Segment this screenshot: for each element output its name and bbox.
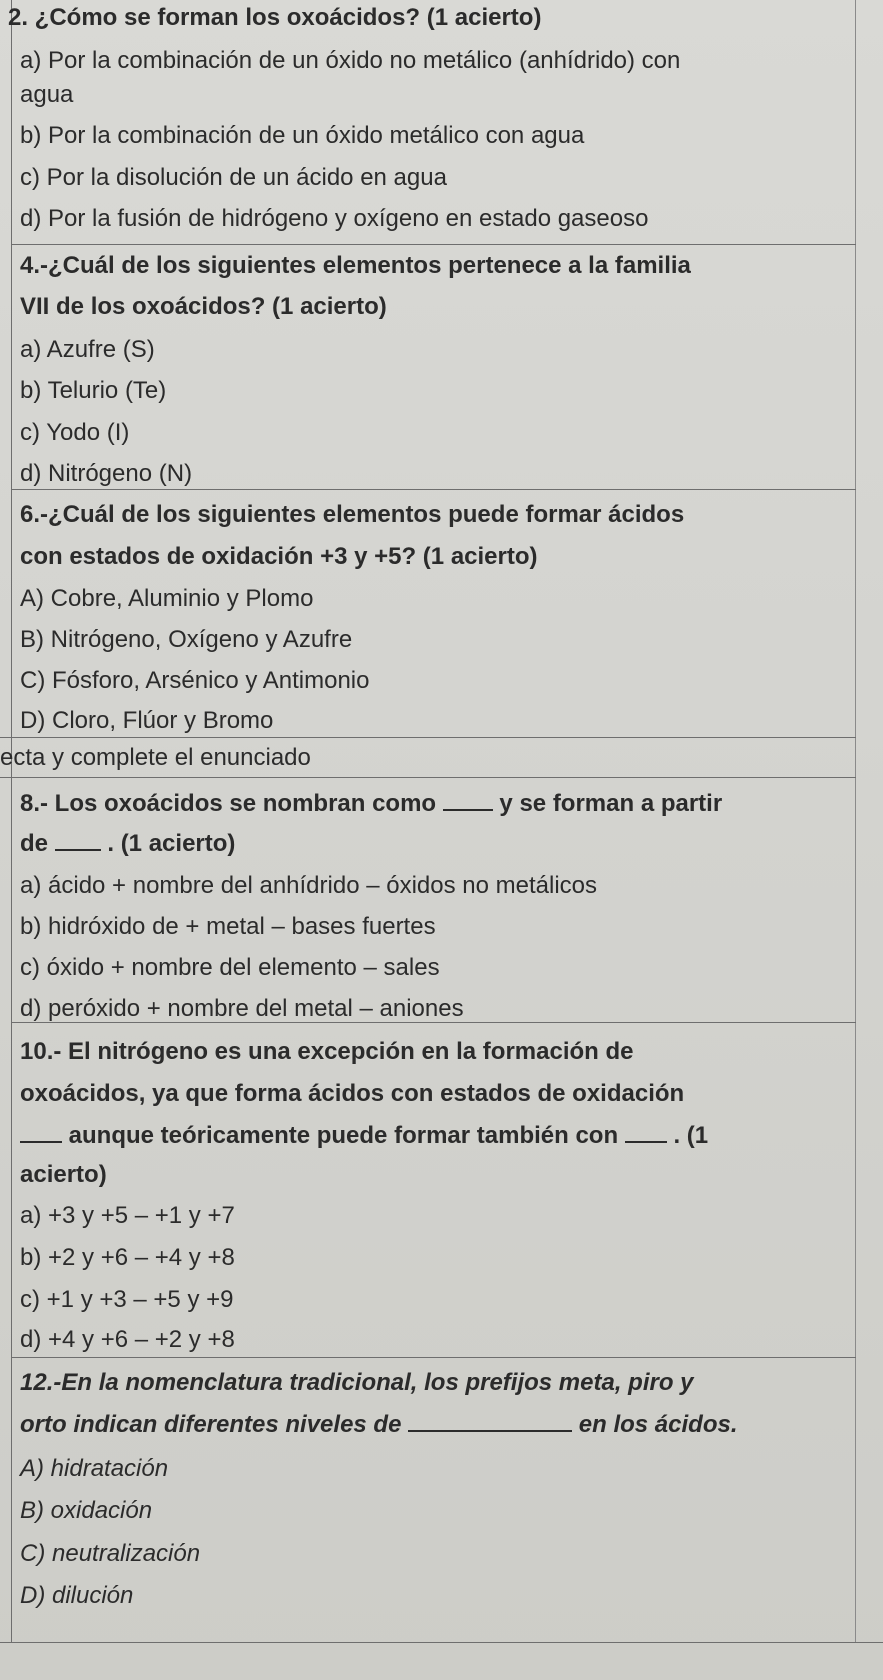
question-12-option-b: B) oxidación (20, 1497, 153, 1524)
question-10-stem-part3: aunque teóricamente puede formar también con (62, 1122, 625, 1149)
question-4-option-b: b) Telurio (Te) (20, 377, 167, 404)
row-divider (11, 244, 856, 245)
question-6-option-a: A) Cobre, Aluminio y Plomo (20, 585, 314, 612)
question-10-stem-part4: . (1 (666, 1122, 709, 1149)
answer-blank[interactable] (20, 1123, 62, 1143)
question-10-option-c: c) +1 y +3 – +5 y +9 (20, 1286, 234, 1313)
answer-blank[interactable] (55, 831, 101, 851)
question-8-stem-part2: y se forman a partir (492, 790, 723, 817)
table-right-border (855, 0, 856, 1643)
question-2-title: 2. ¿Cómo se forman los oxoácidos? (1 acierto) (8, 4, 542, 31)
question-4-option-a: a) Azufre (S) (20, 336, 155, 363)
row-divider (11, 1357, 856, 1358)
question-12-option-c: C) neutralización (20, 1540, 201, 1567)
question-6-title-cont: con estados de oxidación +3 y +5? (1 acierto) (20, 543, 538, 570)
question-2-option-a: a) Por la combinación de un óxido no metálico (anhídrido) con (20, 47, 681, 74)
question-4-title: 4.-¿Cuál de los siguientes elementos pertenece a la familia (20, 252, 691, 279)
question-8-option-a: a) ácido + nombre del anhídrido – óxidos no metálicos (20, 872, 598, 899)
question-2-option-a-cont: agua (20, 81, 74, 108)
question-10-stem: 10.- El nitrógeno es una excepción en la formación de (20, 1038, 634, 1065)
question-12-option-d: D) dilución (20, 1582, 134, 1609)
question-10-option-b: b) +2 y +6 – +4 y +8 (20, 1244, 235, 1271)
question-8-stem (20, 789, 722, 819)
answer-blank[interactable] (443, 791, 493, 811)
row-divider (0, 737, 856, 738)
question-2-option-b: b) Por la combinación de un óxido metálico con agua (20, 122, 585, 149)
question-8-stem-part3: de (20, 830, 55, 857)
row-divider (11, 489, 856, 490)
question-8-option-b: b) hidróxido de + metal – bases fuertes (20, 913, 436, 940)
question-8-stem-part1: 8.- Los oxoácidos se nombran como (20, 790, 443, 817)
section-header: ecta y complete el enunciado (0, 744, 311, 771)
question-4-option-c: c) Yodo (I) (20, 419, 130, 446)
question-6-option-b: B) Nitrógeno, Oxígeno y Azufre (20, 626, 353, 653)
table-left-border (11, 0, 12, 1642)
question-10-stem-line4: acierto) (20, 1161, 107, 1188)
question-4-title-cont: VII de los oxoácidos? (1 acierto) (20, 293, 387, 320)
question-6-option-c: C) Fósforo, Arsénico y Antimonio (20, 667, 370, 694)
question-8-stem-cont (20, 829, 235, 859)
question-6-title: 6.-¿Cuál de los siguientes elementos puede formar ácidos (20, 501, 685, 528)
question-12-stem: 12.-En la nomenclatura tradicional, los prefijos meta, piro y (20, 1369, 694, 1396)
question-10-stem-line3 (20, 1121, 708, 1151)
question-10-option-d: d) +4 y +6 – +2 y +8 (20, 1326, 235, 1353)
question-6-option-d: D) Cloro, Flúor y Bromo (20, 707, 274, 734)
question-4-option-d: d) Nitrógeno (N) (20, 460, 193, 487)
answer-blank[interactable] (625, 1123, 667, 1143)
question-8-option-d: d) peróxido + nombre del metal – aniones (20, 995, 464, 1022)
question-12-stem-cont (20, 1410, 738, 1440)
answer-blank[interactable] (408, 1412, 572, 1432)
question-12-stem-part2: en los ácidos. (572, 1411, 738, 1438)
question-8-stem-part4: . (1 acierto) (100, 830, 236, 857)
question-2-option-c: c) Por la disolución de un ácido en agua (20, 164, 447, 191)
question-10-option-a: a) +3 y +5 – +1 y +7 (20, 1202, 235, 1229)
question-10-stem-cont: oxoácidos, ya que forma ácidos con estados de oxidación (20, 1080, 685, 1107)
question-12-option-a: A) hidratación (20, 1455, 169, 1482)
row-divider (0, 777, 856, 778)
row-divider (0, 1642, 883, 1643)
question-8-option-c: c) óxido + nombre del elemento – sales (20, 954, 440, 981)
question-12-stem-part1: orto indican diferentes niveles de (20, 1411, 409, 1438)
question-2-option-d: d) Por la fusión de hidrógeno y oxígeno en estado gaseoso (20, 205, 649, 232)
